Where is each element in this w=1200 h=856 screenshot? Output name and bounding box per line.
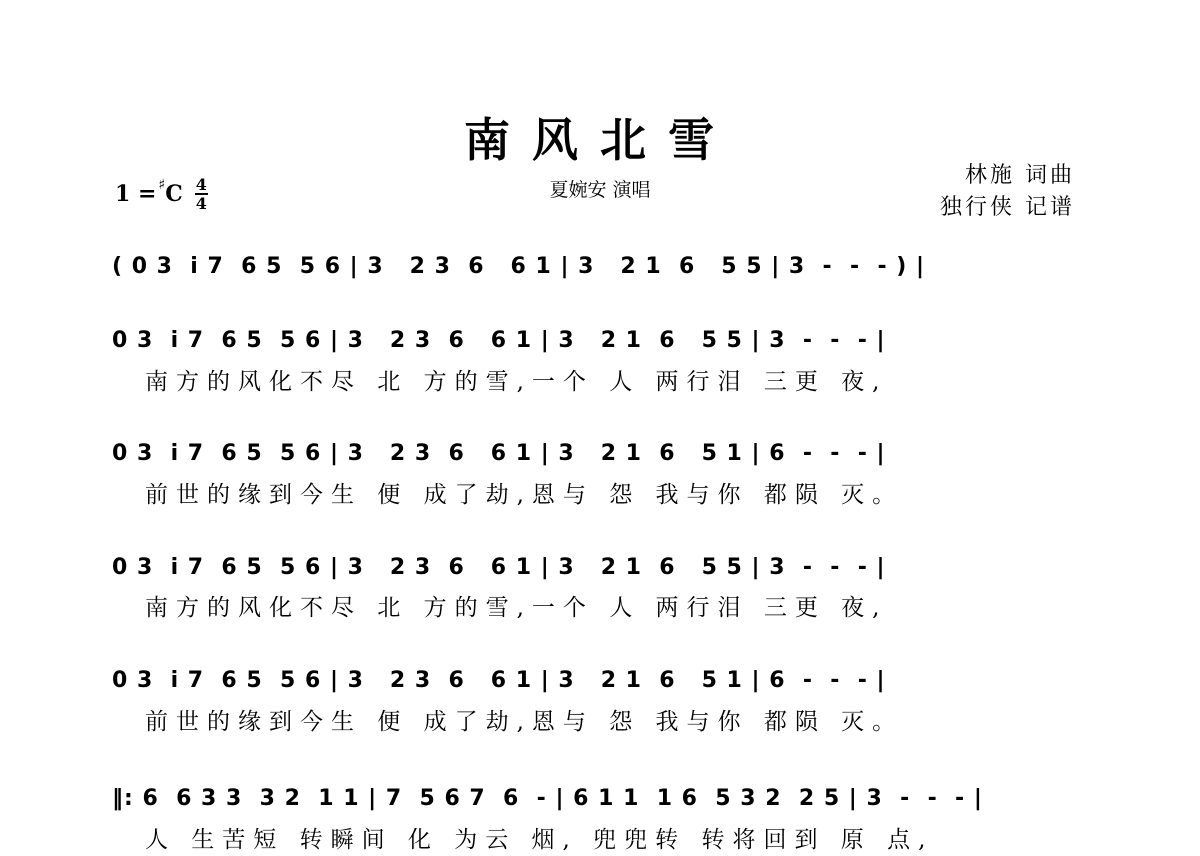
- notation-line-intro: ( 0 3 i 7 6 5 5 6 | 3 2 3 6 6 1 | 3 2 1 6 5 5 | 3 - - - ) |: [112, 253, 925, 279]
- performer-credit: 夏婉安 演唱: [549, 179, 651, 201]
- lyric-line-3: 南方的风化不尽 北 方的雪,一个 人 两行泪 三更 夜,: [145, 595, 888, 621]
- lyric-line-5: 人 生苦短 转瞬间 化 为云 烟, 兜兜转 转将回到 原 点,: [145, 827, 934, 853]
- time-numerator: 4: [195, 175, 207, 194]
- song-title: 南风北雪: [464, 113, 736, 167]
- sharp-sign: ♯: [158, 177, 166, 193]
- lyric-line-1: 南方的风化不尽 北 方的雪,一个 人 两行泪 三更 夜,: [145, 369, 888, 395]
- notation-line-1: 0 3 i 7 6 5 5 6 | 3 2 3 6 6 1 | 3 2 1 6 5 5 | 3 - - - |: [112, 327, 886, 353]
- key-prefix: 1 =: [115, 181, 157, 207]
- notation-line-2: 0 3 i 7 6 5 5 6 | 3 2 3 6 6 1 | 3 2 1 6 5 1 | 6 - - - |: [112, 440, 886, 466]
- lyric-line-2: 前世的缘到今生 便 成了劫,恩与 怨 我与你 都陨 灭。: [145, 482, 904, 508]
- key-signature: [115, 176, 208, 212]
- notation-line-4: 0 3 i 7 6 5 5 6 | 3 2 3 6 6 1 | 3 2 1 6 5 1 | 6 - - - |: [112, 667, 886, 693]
- lyricist-composer-credit: 林施 词曲: [965, 163, 1075, 188]
- time-denominator: 4: [195, 194, 207, 213]
- notation-line-5: ‖: 6 6 3 3 3 2 1 1 | 7 5 6 7 6 - | 6 1 1 1 6 5 3 2 2 5 | 3 - - - |: [112, 785, 983, 811]
- time-signature: [195, 176, 208, 212]
- notation-line-3: 0 3 i 7 6 5 5 6 | 3 2 3 6 6 1 | 3 2 1 6 5 5 | 3 - - - |: [112, 554, 886, 580]
- key-note: C: [165, 181, 183, 207]
- transcriber-credit: 独行侠 记谱: [940, 195, 1075, 220]
- lyric-line-4: 前世的缘到今生 便 成了劫,恩与 怨 我与你 都陨 灭。: [145, 709, 904, 735]
